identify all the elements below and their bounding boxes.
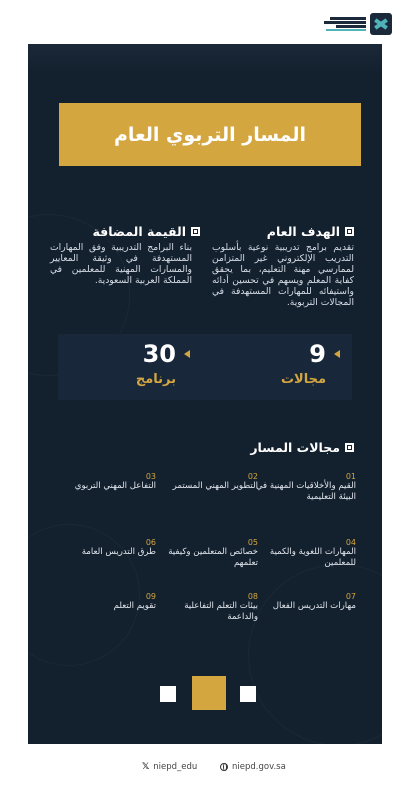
stat-programs-number: 30 (142, 340, 176, 368)
logo-wordmark (324, 17, 366, 31)
pager-dot[interactable] (240, 686, 256, 702)
stats-bar (58, 334, 352, 400)
page-title: المسار التربوي العام (59, 103, 361, 166)
domain-item (51, 472, 156, 492)
arrow-left-icon (184, 350, 190, 358)
logo-emblem-icon (370, 13, 392, 35)
domain-text: التطوير المهني المستمر (172, 481, 258, 491)
domain-text: المهارات اللغوية والكمية للمعلمين (269, 547, 356, 568)
domains-heading-label: مجالات المسار (250, 440, 340, 455)
twitter-handle[interactable] (142, 762, 197, 772)
section-marker-icon (191, 227, 200, 236)
domain-number: 03 (145, 472, 156, 481)
domain-number: 08 (247, 592, 258, 601)
slide-pager (156, 676, 256, 712)
stat-programs-number-row (143, 340, 190, 368)
domains-heading (250, 440, 354, 455)
stat-programs (70, 334, 190, 400)
stat-domains (220, 334, 340, 400)
footer (0, 762, 410, 778)
domain-item (51, 538, 156, 558)
domain-item (153, 472, 258, 492)
domain-number: 01 (345, 472, 356, 481)
domain-item (251, 472, 356, 502)
arrow-left-icon (334, 350, 340, 358)
domain-text: خصائص المتعلمين وكيفية تعلمهم (168, 547, 258, 568)
domain-text: بيئات التعلم التفاعلية والداعمة (184, 601, 258, 622)
domain-number: 06 (145, 538, 156, 547)
stat-domains-number-row (309, 340, 340, 368)
section-marker-icon (345, 443, 354, 452)
section-marker-icon (345, 227, 354, 236)
value-heading-label: القيمة المضافة (92, 224, 186, 239)
website-link-text: niepd.gov.sa (232, 762, 286, 772)
x-twitter-icon: 𝕏 (142, 762, 150, 772)
pager-dot-active[interactable] (192, 676, 226, 710)
value-text: بناء البرامج التدريبية وفق المهارات المستهدفة في وثيقة المعايير والمسارات المهنية للمعلمين في المملكة العربية السعودية. (50, 242, 192, 286)
stat-programs-label: برنامج (135, 372, 176, 387)
domain-text: مهارات التدريس الفعال (272, 601, 356, 611)
goal-heading-label: الهدف العام (266, 224, 340, 239)
twitter-handle-text: niepd_edu (153, 762, 198, 772)
stat-domains-number: 9 (309, 340, 326, 368)
domain-item (251, 592, 356, 612)
domain-number: 07 (345, 592, 356, 601)
domain-number: 09 (145, 592, 156, 601)
domain-number: 04 (345, 538, 356, 547)
domain-text: تقويم التعلم (113, 601, 156, 611)
niepd-logo (324, 10, 396, 38)
domain-number: 02 (247, 472, 258, 481)
domain-item (51, 592, 156, 612)
globe-icon (220, 763, 228, 771)
background-decoration (248, 564, 382, 744)
domain-text: القيم والأخلاقيات المهنية في البيئة التعليمية (255, 481, 356, 502)
goal-text: تقديم برامج تدريبية نوعية بأسلوب التدريب الإلكتروني غير المتزامن لممارسي مهنة التعليم، بما يحقق كفاية المعلم ويسهم في تحسين أدائه واستيفائه للمهارات المستهدفة في المجالات التربوية. (212, 242, 354, 308)
domain-number: 05 (247, 538, 258, 547)
value-heading (92, 224, 200, 239)
domain-item (153, 538, 258, 568)
domain-text: التفاعل المهني التربوي (74, 481, 156, 491)
pager-dot[interactable] (160, 686, 176, 702)
stat-domains-label: مجالات (280, 372, 326, 387)
website-link[interactable] (220, 762, 286, 772)
infographic-panel (28, 44, 382, 744)
goal-heading (267, 224, 354, 239)
domain-item (153, 592, 258, 622)
domain-text: طرق التدريس العامة (81, 547, 156, 557)
domain-item (251, 538, 356, 568)
